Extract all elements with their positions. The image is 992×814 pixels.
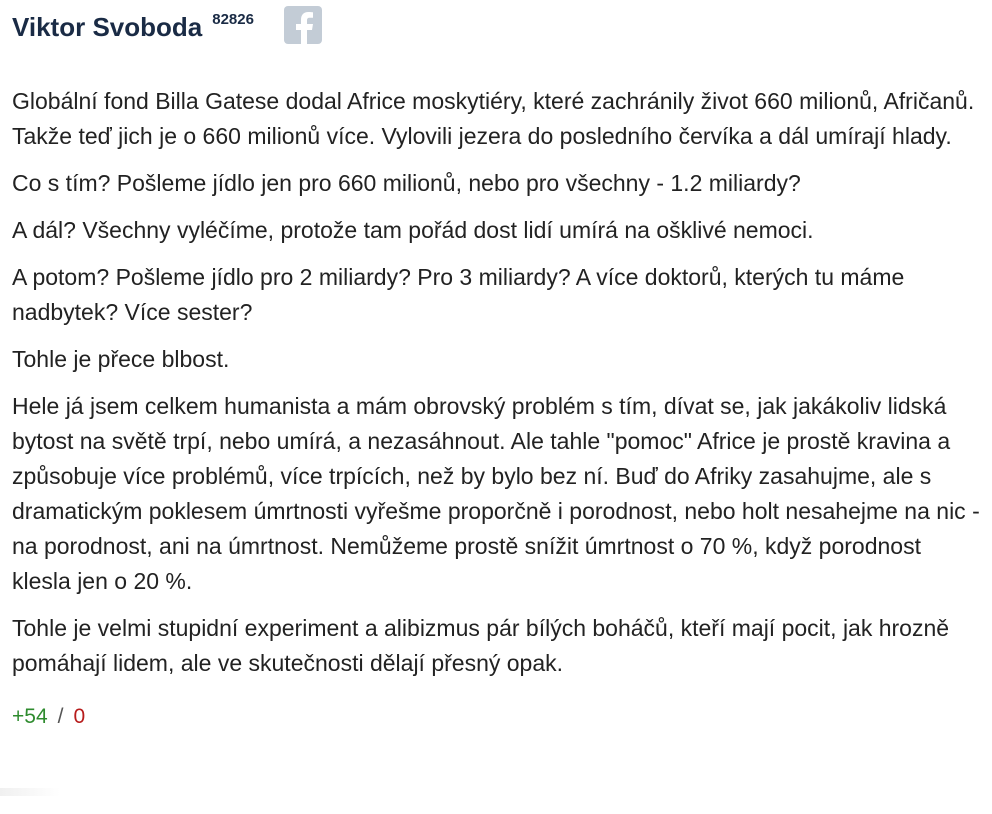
comment-paragraph: A potom? Pošleme jídlo pro 2 miliardy? Pro 3 miliardy? A více doktorů, kterých tu máme nadbytek? Více sester? <box>12 264 905 325</box>
author-name[interactable]: Viktor Svoboda <box>12 12 203 42</box>
comment-header <box>12 0 980 52</box>
downvote-count[interactable]: 0 <box>73 705 86 728</box>
comment-paragraph: Globální fond Billa Gatese dodal Africe moskytiéry, které zachránily život 660 milionů, Afričanů. Takže teď jich je o 660 milionů více. Vylovili jezera do posledního červíka a dál umírají hlady. <box>12 88 975 149</box>
comment-body <box>12 84 980 681</box>
facebook-share-button[interactable] <box>284 6 322 44</box>
comment-paragraph: Hele já jsem celkem humanista a mám obrovský problém s tím, dívat se, jak jakákoliv lidská bytost na světě trpí, nebo umírá, a nezasáhnout. Ale tahle "pomoc" Africe je prostě kravina a způsobuje více problémů, více trpících, než by bylo bez ní. Buď do Afriky zasahujme, ale s dramatickým poklesem úmrtnosti vyřešme proporčně i porodnost, nebo holt nesahejme na nic - na porodnost, ani na úmrtnost. Nemůžeme prostě snížit úmrtnost o 70 %, když porodnost klesla jen o 20 %. <box>12 393 980 594</box>
comment-paragraph: A dál? Všechny vyléčíme, protože tam pořád dost lidí umírá na ošklivé nemoci. <box>12 217 814 243</box>
facebook-icon <box>290 10 316 44</box>
comment-paragraph: Tohle je přece blbost. <box>12 346 230 372</box>
comment-paragraph: Tohle je velmi stupidní experiment a alibizmus pár bílých boháčů, kteří mají pocit, jak hrozně pomáhají lidem, ale ve skutečnosti dělají přesný opak. <box>12 615 950 676</box>
comment-paragraph: Co s tím? Pošleme jídlo jen pro 660 milionů, nebo pro všechny - 1.2 miliardy? <box>12 170 801 196</box>
divider <box>0 788 60 796</box>
comment <box>12 0 980 729</box>
upvote-count[interactable]: +54 <box>12 705 48 728</box>
vote-bar <box>12 705 980 729</box>
author-score: 82826 <box>212 11 254 28</box>
vote-separator: / <box>57 705 64 728</box>
